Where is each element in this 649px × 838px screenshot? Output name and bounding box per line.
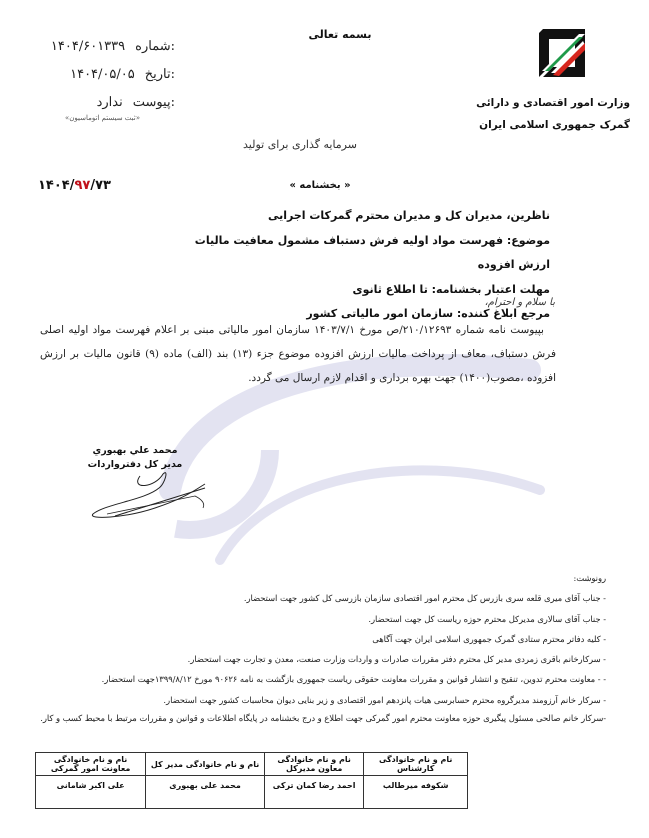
approval-table [35, 752, 468, 809]
number-value: ۱۴۰۴/۶۰۱۳۳۹ [50, 38, 126, 54]
cc-item: - جناب آقای سالاری مدیرکل محترم حوزه ریاست کل جهت استحضار. [368, 613, 606, 624]
cc-item: - سرکار خانم آرزومند مدیرگروه محترم حسابرسی هیات پانزدهم امور اقتصادی و زیر بنایی دیوان محاسبات کشور جهت استحضار. [163, 694, 606, 705]
circular-number-prefix: ۱۴۰۴/ [38, 178, 75, 193]
cc-item: - کلیه دفاتر محترم ستادی گمرک جمهوری اسلامی ایران جهت آگاهی [372, 633, 606, 644]
table-header-row [36, 753, 468, 776]
circular-number-suffix: /۷۳ [90, 178, 111, 193]
customs-name: گمرک جمهوری اسلامی ایران [479, 119, 630, 131]
signatory-title: مدیر کل دفترواردات [87, 459, 183, 470]
addressees: ناظرین، مدیران کل و مدیران محترم گمرکات اجرایی [267, 209, 550, 222]
body-paragraph: بپیوست نامه شماره ۲۱۰/۱۲۶۹۳/ص مورخ ۱۴۰۳/۷/۱ سازمان امور مالیاتی مبنی بر اعلام فهرست مواد اولیه اصلی فرش دستباف، معاف از پرداخت مالیات ارزش افزوده موضوع جزء (۱۳) بند (الف) ماده (۹) قانون مالیات بر ارزش افزوده ،مصوب(۱۴۰۰) جهت بهره برداری و اقدام لازم ارسال می گردد. [40, 324, 556, 384]
cc-heading: رونوشت: [573, 573, 606, 583]
cc-list [40, 568, 606, 727]
table-header: نام و نام خانوادگی معاونت امور گمرکی [36, 753, 146, 776]
signatory-block [85, 444, 185, 472]
customs-logo-icon [533, 25, 589, 81]
circular-title: « بخشنامه » [289, 180, 351, 191]
letter-meta [30, 32, 175, 122]
table-cell: احمد رضا کمان ترکی [264, 776, 363, 809]
cc-item: - جناب آقای میری قلعه سری بازرس کل محترم امور اقتصادی سازمان بازرسی کل کشور جهت استحضار. [243, 593, 606, 604]
signature-icon [85, 470, 225, 520]
bismillah-heading: بسمه تعالی [308, 28, 372, 41]
cc-item: - سرکارخانم باقری زمردی مدیر کل محترم دفتر مقررات صادرات و واردات وزارت صنعت، معدن و تجارت جهت استحضار. [187, 654, 606, 665]
date-label: تاریخ: [144, 66, 175, 82]
reference: مرجع ابلاغ کننده: سازمان امور مالیاتی کشور [306, 307, 550, 320]
letter-date-row [30, 60, 175, 88]
number-label: شماره: [135, 38, 175, 54]
table-header: نام و نام خانوادگی کارشناس [364, 753, 468, 776]
validity: مهلت اعتبار بخشنامه: تا اطلاع ثانوی [352, 282, 550, 296]
attachment-label: پیوست: [132, 94, 175, 110]
greeting: با سلام و احترام، [484, 297, 555, 308]
table-header: نام و نام خانوادگی مدیر کل [146, 753, 265, 776]
organization-name [430, 92, 630, 136]
table-header: نام و نام خانوادگی معاون مدیرکل [264, 753, 363, 776]
attachment-value: ندارد [96, 94, 123, 110]
table-row [36, 776, 468, 809]
signatory-name: محمد علي بهبوري [92, 445, 178, 456]
cc-item: - - معاونت محترم تدوین، تنقیح و انتشار قوانین و مقررات معاونت حقوقی ریاست جمهوری بازگشت به نامه ۹۰۶۲۶ مورخ ۱۳۹۹/۸/۱۲جهت استحضار. [101, 674, 606, 685]
circular-number [38, 178, 111, 193]
date-value: ۱۴۰۴/۰۵/۰۵ [70, 66, 135, 82]
cc-item: -سرکار خانم صالحی مسئول پیگیری حوزه معاونت محترم امور گمرکی جهت اطلاع و درج بخشنامه در پایگاه اطلاعات و قوانین و مقررات مرتبط با محیط کسب و کار. [40, 713, 606, 724]
circular-number-highlight: ۹۷ [74, 178, 91, 193]
automation-note: «ثبت سیستم اتوماسیون» [64, 114, 141, 122]
table-cell: محمد علی بهبوری [146, 776, 265, 809]
subject: موضوع: فهرست مواد اولیه فرش دستباف مشمول معافیت مالیات ارزش افزوده [194, 233, 550, 271]
table-cell: علی اکبر شامانی [36, 776, 146, 809]
ministry-name: وزارت امور اقتصادی و دارائی [476, 97, 630, 109]
attachment-row [30, 88, 175, 116]
letter-number-row [30, 32, 175, 60]
circular-header-lines [180, 204, 550, 327]
table-cell: شکوفه میرطالب [364, 776, 468, 809]
slogan: سرمایه گذاری برای تولید [243, 138, 357, 151]
